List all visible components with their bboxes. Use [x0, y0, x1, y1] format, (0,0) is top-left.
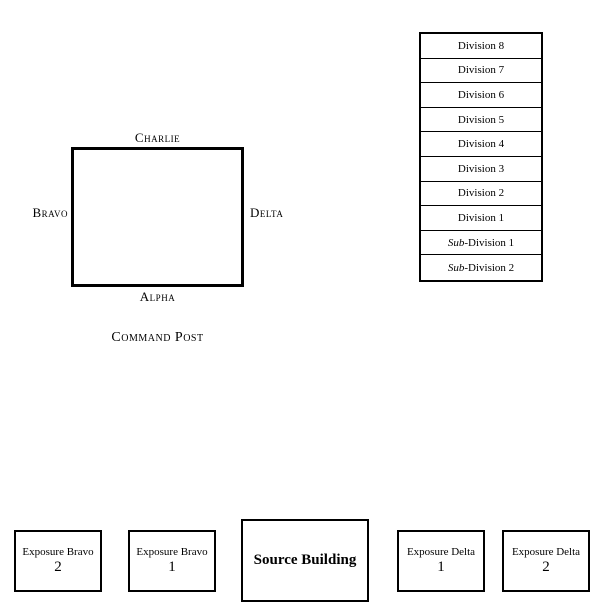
- sub-division-label: -Division 1: [464, 236, 515, 249]
- division-label: Division 2: [457, 187, 505, 200]
- divisions-table: [419, 32, 543, 282]
- exposure-delta-1-label: Exposure Delta: [406, 545, 476, 558]
- exposure-bravo-2-label: Exposure Bravo: [22, 545, 94, 558]
- division-label: Division 4: [457, 138, 505, 151]
- command-post-square: [71, 147, 244, 287]
- exposure-bravo-1-number: 1: [168, 559, 176, 576]
- sub-division-row: [421, 255, 541, 280]
- exposure-bravo-2-number: 2: [54, 559, 62, 576]
- side-label-alpha: Alpha: [139, 289, 176, 304]
- division-row: [421, 132, 541, 157]
- sub-division-row: [421, 231, 541, 256]
- side-label-delta: Delta: [250, 205, 284, 220]
- division-label: Division 5: [457, 113, 505, 126]
- source-building-box: [241, 519, 369, 602]
- division-label: Division 1: [457, 211, 505, 224]
- command-post-label: Command Post: [111, 330, 204, 345]
- exposure-delta-1-number: 1: [437, 559, 445, 576]
- sub-division-prefix: Sub: [447, 236, 465, 249]
- source-building-label: Source Building: [253, 551, 357, 568]
- division-row: [421, 59, 541, 84]
- exposure-bravo-1-label: Exposure Bravo: [136, 545, 208, 558]
- side-label-charlie: Charlie: [134, 130, 181, 145]
- division-row: [421, 83, 541, 108]
- division-label: Division 7: [457, 64, 505, 77]
- division-row: [421, 206, 541, 231]
- exposure-bravo-1-box: [128, 530, 216, 592]
- exposure-delta-1-box: [397, 530, 485, 592]
- side-label-bravo: Bravo: [32, 205, 68, 220]
- division-label: Division 6: [457, 88, 505, 101]
- exposure-delta-2-box: [502, 530, 590, 592]
- division-label: Division 8: [457, 39, 505, 52]
- division-row: [421, 157, 541, 182]
- division-label: Division 3: [457, 162, 505, 175]
- division-row: [421, 182, 541, 207]
- sub-division-label: -Division 2: [464, 261, 515, 274]
- exposure-delta-2-label: Exposure Delta: [511, 545, 581, 558]
- exposure-bravo-2-box: [14, 530, 102, 592]
- sub-division-prefix: Sub: [447, 261, 465, 274]
- division-row: [421, 34, 541, 59]
- division-row: [421, 108, 541, 133]
- exposure-delta-2-number: 2: [542, 559, 550, 576]
